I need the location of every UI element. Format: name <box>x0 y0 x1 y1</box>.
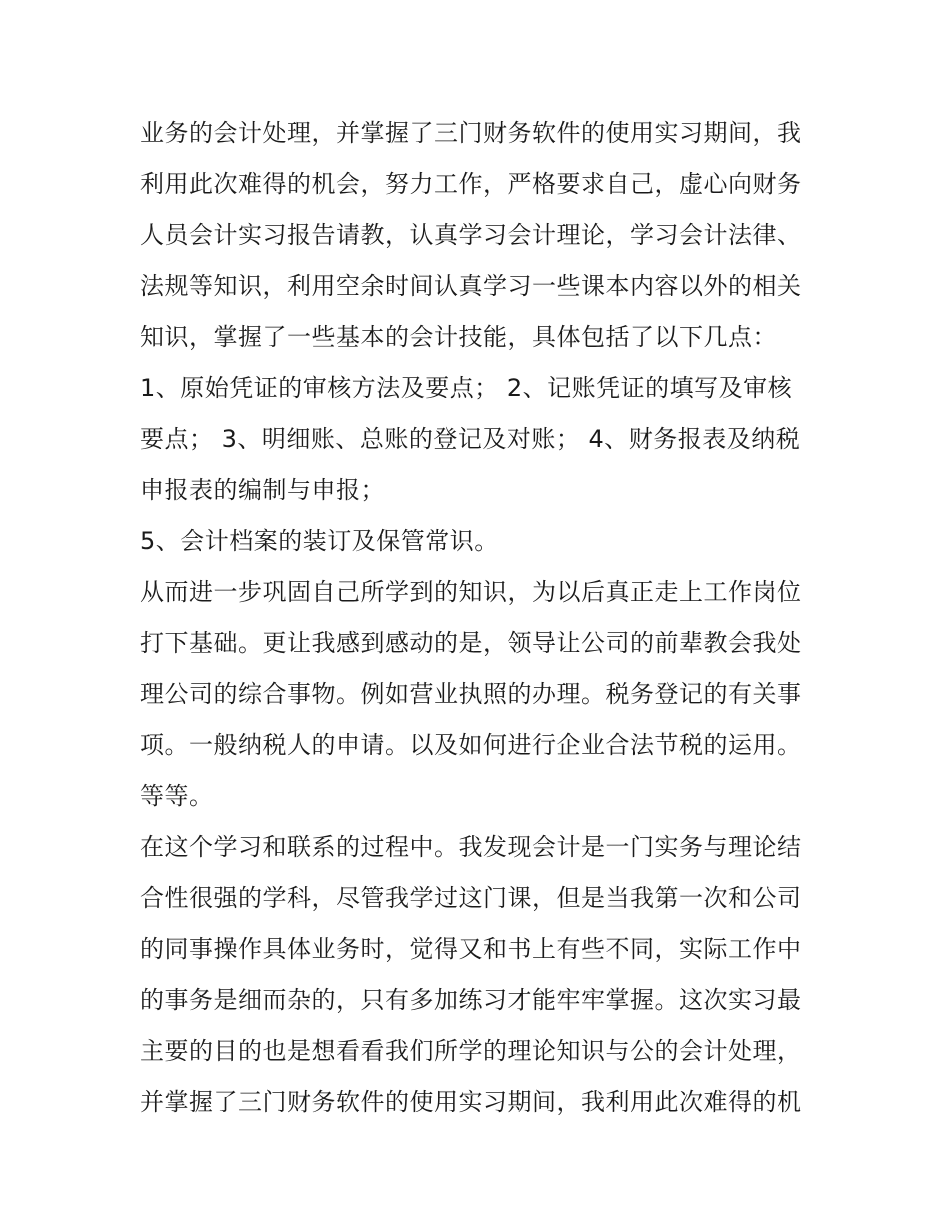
body-text <box>140 108 820 1128</box>
text-line: 业务的会计处理，并掌握了三门财务软件的使用实习期间，我 <box>140 119 802 147</box>
text-line: 主要的目的也是想看看我们所学的理论知识与公的会计处理， <box>140 1037 802 1065</box>
text-line: 要点； 3、明细账、总账的登记及对账； 4、财务报表及纳税 <box>140 425 801 453</box>
text-line: 合性很强的学科，尽管我学过这门课，但是当我第一次和公司 <box>140 884 802 912</box>
text-line: 项。一般纳税人的申请。以及如何进行企业合法节税的运用。 <box>140 731 802 759</box>
text-line: 1、原始凭证的审核方法及要点； 2、记账凭证的填写及审核 <box>140 374 793 402</box>
text-line: 打下基础。更让我感到感动的是，领导让公司的前辈教会我处 <box>140 629 802 657</box>
text-line: 知识，掌握了一些基本的会计技能，具体包括了以下几点： <box>140 323 777 351</box>
text-line: 并掌握了三门财务软件的使用实习期间，我利用此次难得的机 <box>140 1088 802 1116</box>
text-line: 5、会计档案的装订及保管常识。 <box>140 527 499 555</box>
text-line: 从而进一步巩固自己所学到的知识，为以后真正走上工作岗位 <box>140 578 802 606</box>
text-line: 申报表的编制与申报； <box>140 476 385 504</box>
text-line: 等等。 <box>140 782 214 810</box>
text-line: 在这个学习和联系的过程中。我发现会计是一门实务与理论结 <box>140 833 802 861</box>
text-line: 的事务是细而杂的，只有多加练习才能牢牢掌握。这次实习最 <box>140 986 802 1014</box>
text-line: 利用此次难得的机会，努力工作，严格要求自己，虚心向财务 <box>140 170 802 198</box>
text-line: 理公司的综合事物。例如营业执照的办理。税务登记的有关事 <box>140 680 802 708</box>
text-line: 的同事操作具体业务时，觉得又和书上有些不同，实际工作中 <box>140 935 802 963</box>
text-line: 法规等知识，利用空余时间认真学习一些课本内容以外的相关 <box>140 272 802 300</box>
text-line: 人员会计实习报告请教，认真学习会计理论，学习会计法律、 <box>140 221 802 249</box>
